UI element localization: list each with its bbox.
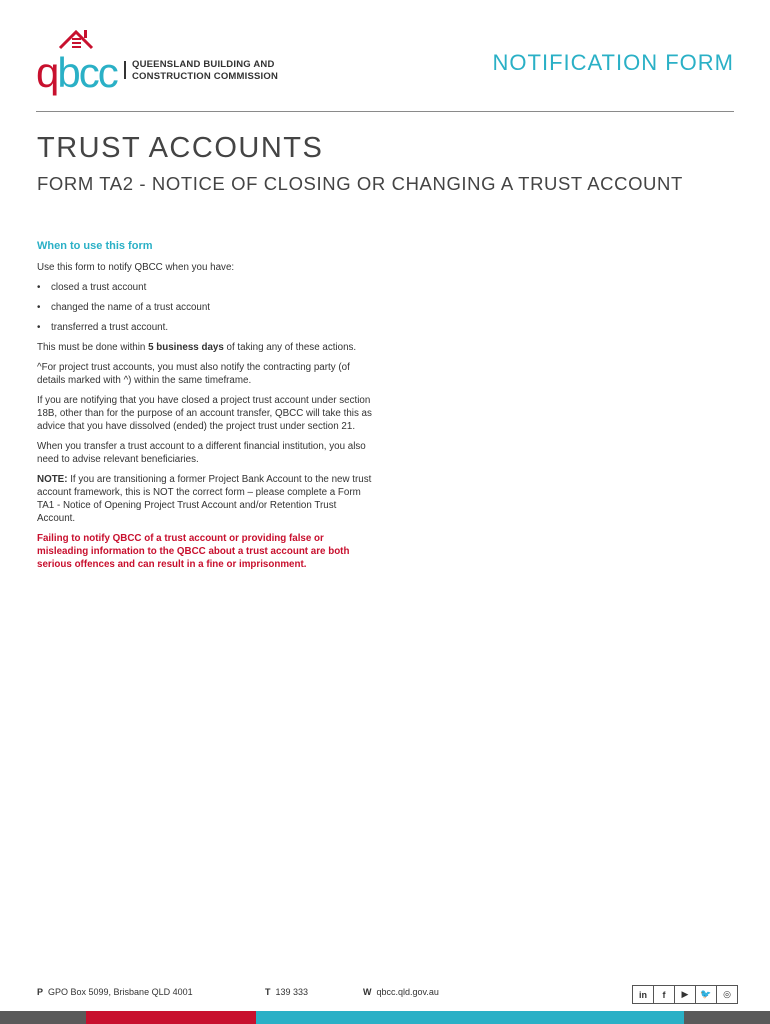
action-list bbox=[37, 281, 372, 334]
social-links bbox=[632, 985, 738, 1004]
list-item: • closed a trust account bbox=[37, 281, 372, 294]
transition-note: NOTE: If you are transitioning a former Project Bank Account to the new trust account framework, this is NOT the correct form – please complete a Form TA1 - Notice of Opening Project Trust Account and/or Retention Trust Account. bbox=[37, 474, 372, 524]
qbcc-logo bbox=[34, 28, 304, 98]
footer-band-grey-right bbox=[684, 1011, 770, 1024]
list-item: • changed the name of a trust account bbox=[37, 301, 372, 314]
form-type-label: NOTIFICATION FORM bbox=[492, 50, 734, 75]
closing-note: If you are notifying that you have closed a project trust account under section 18B, other than for the purpose of an account transfer, QBCC will take this as advice that you have dissolved (ended) the project trust under section 21. bbox=[37, 395, 372, 432]
deadline-text: This must be done within 5 business days of taking any of these actions. bbox=[37, 342, 357, 353]
instructions-column bbox=[37, 240, 372, 578]
when-to-use-heading: When to use this form bbox=[37, 240, 153, 252]
header-divider bbox=[36, 111, 734, 112]
project-trust-note: ^For project trust accounts, you must also notify the contracting party (of details marked with ^) within the same timeframe. bbox=[37, 362, 350, 386]
page-title: TRUST ACCOUNTS bbox=[37, 132, 324, 164]
logo-wordmark: qbcc bbox=[36, 49, 117, 96]
footer-band-grey-left bbox=[0, 1011, 86, 1024]
twitter-icon[interactable]: 🐦 bbox=[695, 986, 716, 1003]
page-subtitle: FORM TA2 - NOTICE OF CLOSING OR CHANGING A TRUST ACCOUNT bbox=[37, 173, 683, 194]
footer-website[interactable]: W qbcc.qld.gov.au bbox=[363, 987, 439, 997]
logo-divider bbox=[124, 61, 126, 79]
footer-band-teal bbox=[256, 1011, 684, 1024]
footer-band-red bbox=[86, 1011, 256, 1024]
transfer-note: When you transfer a trust account to a different financial institution, you also need to advise relevant beneficiaries. bbox=[37, 441, 366, 465]
youtube-icon[interactable]: ▶ bbox=[674, 986, 695, 1003]
list-item: • transferred a trust account. bbox=[37, 321, 372, 334]
linkedin-icon[interactable]: in bbox=[639, 989, 647, 1000]
intro-text: Use this form to notify QBCC when you have: bbox=[37, 262, 235, 273]
footer-phone: T 139 333 bbox=[265, 987, 309, 997]
facebook-icon[interactable]: f bbox=[653, 986, 674, 1003]
footer-postal: P GPO Box 5099, Brisbane QLD 4001 bbox=[37, 987, 193, 997]
organisation-name: QUEENSLAND BUILDING AND CONSTRUCTION COMMISSION bbox=[132, 59, 279, 82]
instagram-icon[interactable]: ◎ bbox=[716, 986, 737, 1003]
offence-warning: Failing to notify QBCC of a trust account or providing false or misleading information to the QBCC about a trust account are both serious offences and can result in a fine or imprisonment. bbox=[37, 533, 350, 570]
